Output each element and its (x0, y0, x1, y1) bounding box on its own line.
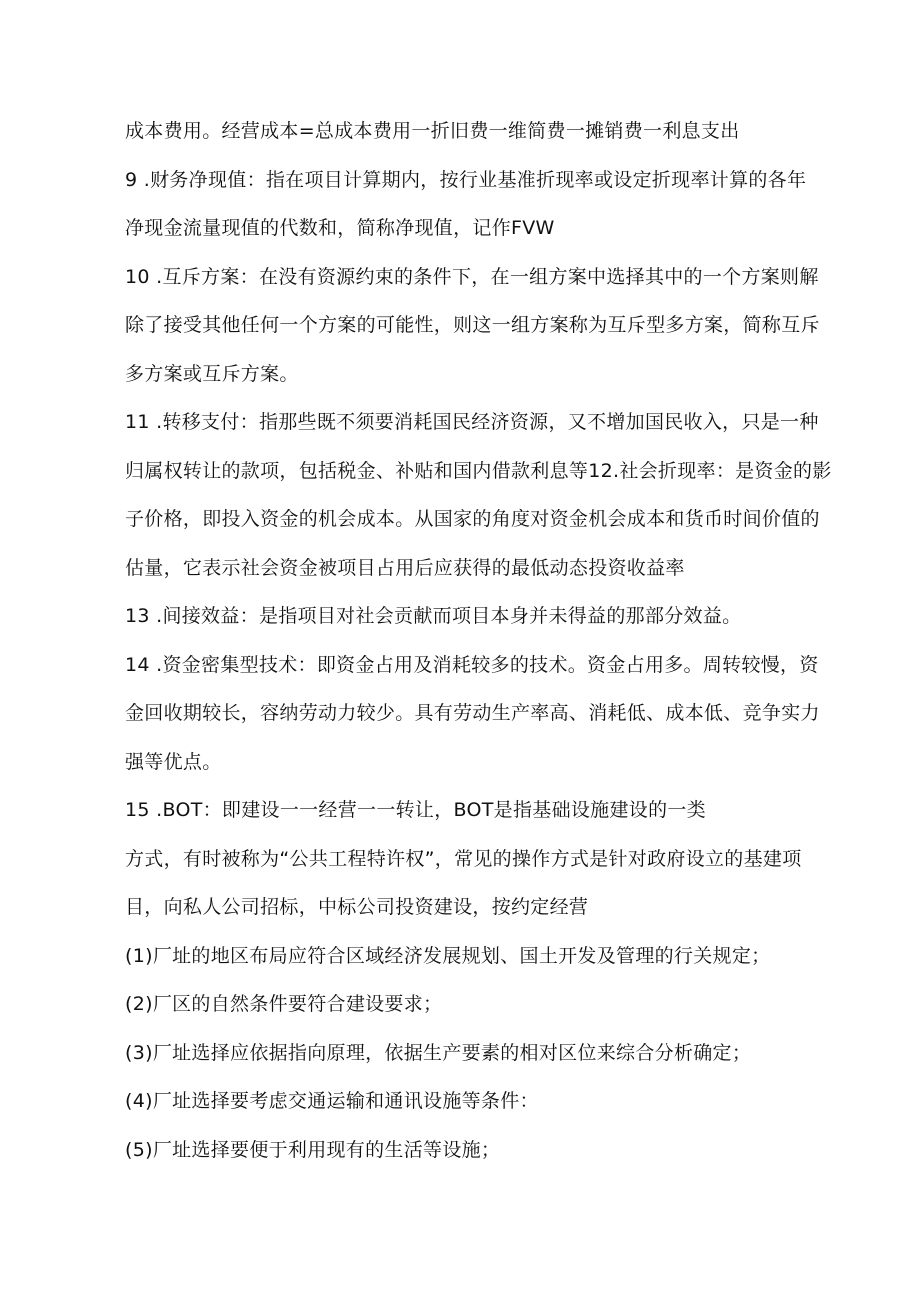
text-line-14: 强等优点。 (125, 751, 222, 773)
text-line-17: 目，向私人公司招标，中标公司投资建设，按约定经营 (125, 896, 589, 918)
text-line-9: 子价格，即投入资金的机会成本。从国家的角度对资金机会成本和货币时间价值的 (125, 508, 820, 530)
text-line-4: 10 .互斥方案：在没有资源约束的条件下，在一组方案中选择其中的一个方案则解 (125, 266, 819, 288)
text-line-11: 13 .间接效益：是指项目对社会贡献而项目本身并未得益的那部分效益。 (125, 605, 742, 627)
text-line-5: 除了接受其他任何一个方案的可能性，则这一组方案称为互斥型多方案，简称互斥 (125, 314, 820, 336)
text-line-19: (2)厂区的自然条件要符合建设要求； (125, 993, 443, 1015)
text-line-10: 估量，它表示社会资金被项目占用后应获得的最低动态投资收益率 (125, 557, 685, 579)
text-line-15: 15 .BOT：即建设一一经营一一转让，BOT是指基础设施建设的一类 (125, 799, 706, 821)
text-line-16: 方式，有时被称为“公共工程特许权”，常见的操作方式是针对政府设立的基建项 (125, 848, 802, 870)
text-line-13: 金回收期较长，容纳劳动力较少。具有劳动生产率高、消耗低、成本低、竞争实力 (125, 702, 820, 724)
text-line-21: (4)厂址选择要考虑交通运输和通讯设施等条件： (125, 1090, 539, 1112)
text-line-7: 11 .转移支付：指那些既不须要消耗国民经济资源，又不增加国民收入，只是一种 (125, 411, 819, 433)
text-line-8: 归属权转让的款项，包括税金、补贴和国内借款利息等12.社会折现率：是资金的影 (125, 460, 832, 482)
text-line-18: (1)厂址的地区布局应符合区域经济发展规划、国土开发及管理的行关规定； (125, 945, 771, 967)
text-line-22: (5)厂址选择要便于利用现有的生活等设施； (125, 1139, 501, 1161)
text-line-6: 多方案或互斥方案。 (125, 363, 299, 385)
text-line-1: 成本费用。经营成本=总成本费用一折旧费一维简费一摊销费一利息支出 (125, 120, 740, 142)
text-line-3: 净现金流量现值的代数和，简称净现值，记作FVW (125, 217, 555, 239)
text-line-2: 9 .财务净现值：指在项目计算期内，按行业基准折现率或设定折现率计算的各年 (125, 169, 807, 191)
text-line-12: 14 .资金密集型技术：即资金占用及消耗较多的技术。资金占用多。周转较慢，资 (125, 654, 819, 676)
text-line-20: (3)厂址选择应依据指向原理，依据生产要素的相对区位来综合分析确定； (125, 1042, 752, 1064)
